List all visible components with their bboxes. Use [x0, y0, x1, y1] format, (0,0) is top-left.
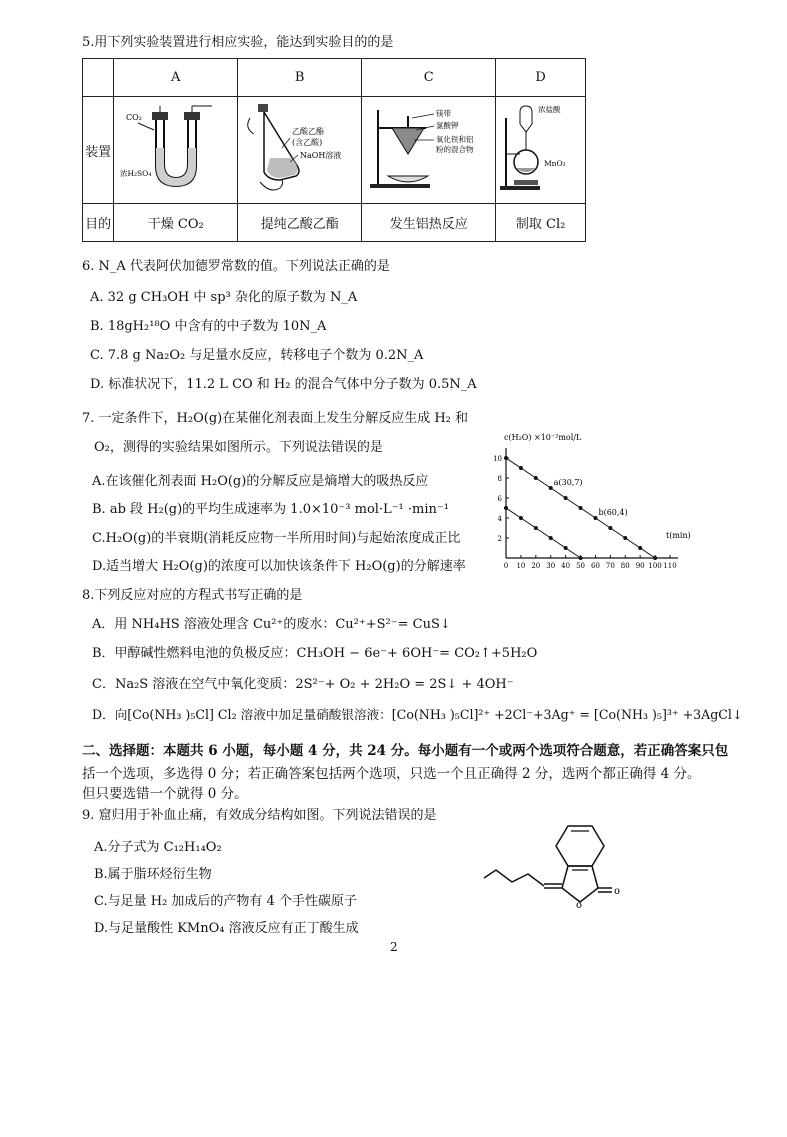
- col-c-header: C: [362, 59, 496, 97]
- svg-text:NaOH溶液: NaOH溶液: [299, 151, 342, 160]
- col-d-header: D: [496, 59, 586, 97]
- data-point: [504, 506, 508, 510]
- device-c-cell: [362, 97, 496, 204]
- q6-option-b: B. 18gH₂¹⁸O 中含有的中子数为 10N_A: [90, 319, 327, 334]
- data-point: [593, 516, 597, 520]
- purpose-b: 提纯乙酸乙酯: [238, 204, 362, 242]
- x-tick-label: 0: [503, 562, 509, 570]
- row-device-label: 装置: [83, 97, 114, 204]
- svg-text:氯酸钾: 氯酸钾: [435, 121, 459, 130]
- q9-stem: 9. 窟归用于补血止痛，有效成分结构如图。下列说法错误的是: [82, 808, 437, 823]
- q7-option-a: A.在该催化剂表面 H₂O(g)的分解反应是熵增大的吸热反应: [92, 474, 429, 489]
- data-point: [564, 546, 568, 550]
- x-axis-label: t(min): [666, 531, 691, 540]
- point-annotation: b(60,4): [598, 508, 628, 517]
- data-point: [549, 536, 553, 540]
- data-point: [549, 486, 553, 490]
- series-line-2: [506, 508, 581, 558]
- data-point: [623, 536, 627, 540]
- section2-line2: 括一个选项，多选得 0 分；若正确答案包括两个选项，只选一个且正确得 2 分，选两个都正确得 4 分。: [82, 766, 701, 782]
- data-point: [579, 556, 583, 560]
- device-a-cell: [114, 97, 238, 204]
- y-tick-label: 8: [497, 475, 502, 483]
- q6-option-c: C. 7.8 g Na₂O₂ 与足量水反应，转移电子个数为 0.2N_A: [90, 348, 424, 363]
- purpose-c: 发生铝热反应: [362, 204, 496, 242]
- x-tick-label: 80: [620, 562, 630, 570]
- row-purpose-label: 目的: [83, 204, 114, 242]
- svg-text:浓盐酸: 浓盐酸: [537, 105, 561, 114]
- svg-text:粉的混合物: 粉的混合物: [435, 145, 474, 154]
- y-axis-label: c(H₂O) ×10⁻²mol/L: [504, 433, 582, 442]
- q7-option-c: C.H₂O(g)的半衰期(消耗反应物一半所用时间)与起始浓度成正比: [92, 531, 461, 546]
- x-tick-label: 30: [546, 562, 556, 570]
- data-point: [608, 526, 612, 530]
- svg-text:浓H₂SO₄: 浓H₂SO₄: [119, 169, 152, 178]
- x-tick-label: 20: [531, 562, 541, 570]
- x-tick-label: 100: [648, 562, 662, 570]
- data-point: [564, 496, 568, 500]
- q8-option-c: C．Na₂S 溶液在空气中氧化变质：2S²⁻+ O₂ + 2H₂O = 2S↓ + 4OH⁻: [92, 677, 514, 692]
- point-annotation: a(30,7): [553, 478, 583, 487]
- q8-option-d: D．向[Co(NH₃ )₅Cl] Cl₂ 溶液中加足量硝酸银溶液：[Co(NH₃ )₅Cl]²⁺ +2Cl⁻+3Ag⁺ = [Co(NH₃ )₅]³⁺ +3AgCl↓: [92, 707, 743, 722]
- device-d-cell: [496, 97, 586, 204]
- q8-option-b: B．甲醇碱性燃料电池的负极反应：CH₃OH − 6e⁻+ 6OH⁻= CO₂↑+5H₂O: [92, 646, 538, 661]
- section2-line3: 但只要选错一个就得 0 分。: [82, 786, 248, 802]
- q7-option-b: B. ab 段 H₂(g)的平均生成速率为 1.0×10⁻³ mol·L⁻¹ ·min⁻¹: [92, 502, 449, 517]
- purpose-d: 制取 Cl₂: [496, 204, 586, 242]
- y-tick-label: 6: [497, 495, 502, 503]
- y-tick-label: 2: [497, 535, 502, 543]
- purpose-a: 干燥 CO₂: [114, 204, 238, 242]
- svg-text:乙酸乙酯: 乙酸乙酯: [291, 127, 324, 136]
- q7-stem-line1: 7. 一定条件下，H₂O(g)在某催化剂表面上发生分解反应生成 H₂ 和: [82, 411, 469, 426]
- x-tick-label: 110: [663, 562, 677, 570]
- svg-text:镁带: 镁带: [435, 109, 451, 118]
- q8-option-a: A．用 NH₄HS 溶液处理含 Cu²⁺的废水：Cu²⁺+S²⁻= CuS↓: [92, 617, 451, 632]
- ligustilide-structure: [478, 812, 638, 922]
- y-tick-label: 4: [497, 515, 502, 523]
- col-a-header: A: [114, 59, 238, 97]
- x-tick-label: 50: [576, 562, 586, 570]
- q5-stem: 5.用下列实验装置进行相应实验，能达到实验目的的是: [82, 35, 394, 50]
- y-tick-label: 10: [493, 455, 502, 463]
- q7-stem-line2: O₂，测得的实验结果如图所示。下列说法错误的是: [94, 440, 383, 455]
- svg-text:o: o: [614, 886, 621, 897]
- page-number: 2: [390, 940, 398, 954]
- svg-text:o: o: [576, 900, 583, 911]
- table-corner: [83, 59, 114, 97]
- svg-text:(含乙酸): (含乙酸): [291, 138, 322, 147]
- x-tick-label: 90: [635, 562, 645, 570]
- q6-stem: 6. N_A 代表阿伏加德罗常数的值。下列说法正确的是: [82, 259, 390, 274]
- q8-stem: 8.下列反应对应的方程式书写正确的是: [82, 588, 303, 603]
- x-tick-label: 40: [561, 562, 571, 570]
- data-point: [519, 516, 523, 520]
- q9-option-d: D.与足量酸性 KMnO₄ 溶液反应有正丁酸生成: [94, 921, 359, 936]
- q9-option-c: C.与足量 H₂ 加成后的产物有 4 个手性碳原子: [94, 894, 357, 909]
- col-b-header: B: [238, 59, 362, 97]
- x-tick-label: 10: [516, 562, 526, 570]
- q6-option-a: A. 32 g CH₃OH 中 sp³ 杂化的原子数为 N_A: [90, 290, 358, 305]
- q6-option-d: D. 标准状况下，11.2 L CO 和 H₂ 的混合气体中分子数为 0.5N_A: [90, 377, 477, 392]
- q5-apparatus-table: [82, 58, 586, 242]
- data-point: [653, 556, 657, 560]
- svg-text:CO₂: CO₂: [125, 113, 142, 122]
- x-tick-label: 60: [590, 562, 600, 570]
- concentration-time-chart: [478, 422, 698, 574]
- data-point: [519, 466, 523, 470]
- x-tick-label: 70: [605, 562, 615, 570]
- q9-option-b: B.属于脂环烃衍生物: [94, 867, 212, 882]
- device-b-cell: [238, 97, 362, 204]
- data-point: [534, 526, 538, 530]
- chlorine-generator-figure: [498, 98, 584, 198]
- svg-text:氧化铁和铝: 氧化铁和铝: [435, 135, 474, 144]
- svg-text:MnO₂: MnO₂: [543, 159, 566, 168]
- data-point: [579, 506, 583, 510]
- section2-line1: 二、选择题：本题共 6 小题，每小题 4 分，共 24 分。每小题有一个或两个选项符合题意，若正确答案只包: [82, 743, 729, 759]
- data-point: [504, 456, 508, 460]
- u-tube-drying-figure: [116, 98, 236, 198]
- q9-option-a: A.分子式为 C₁₂H₁₄O₂: [94, 840, 222, 855]
- q7-option-d: D.适当增大 H₂O(g)的浓度可以加快该条件下 H₂O(g)的分解速率: [92, 559, 466, 574]
- data-point: [638, 546, 642, 550]
- separatory-funnel-figure: [240, 98, 360, 198]
- thermite-figure: [364, 98, 494, 198]
- data-point: [534, 476, 538, 480]
